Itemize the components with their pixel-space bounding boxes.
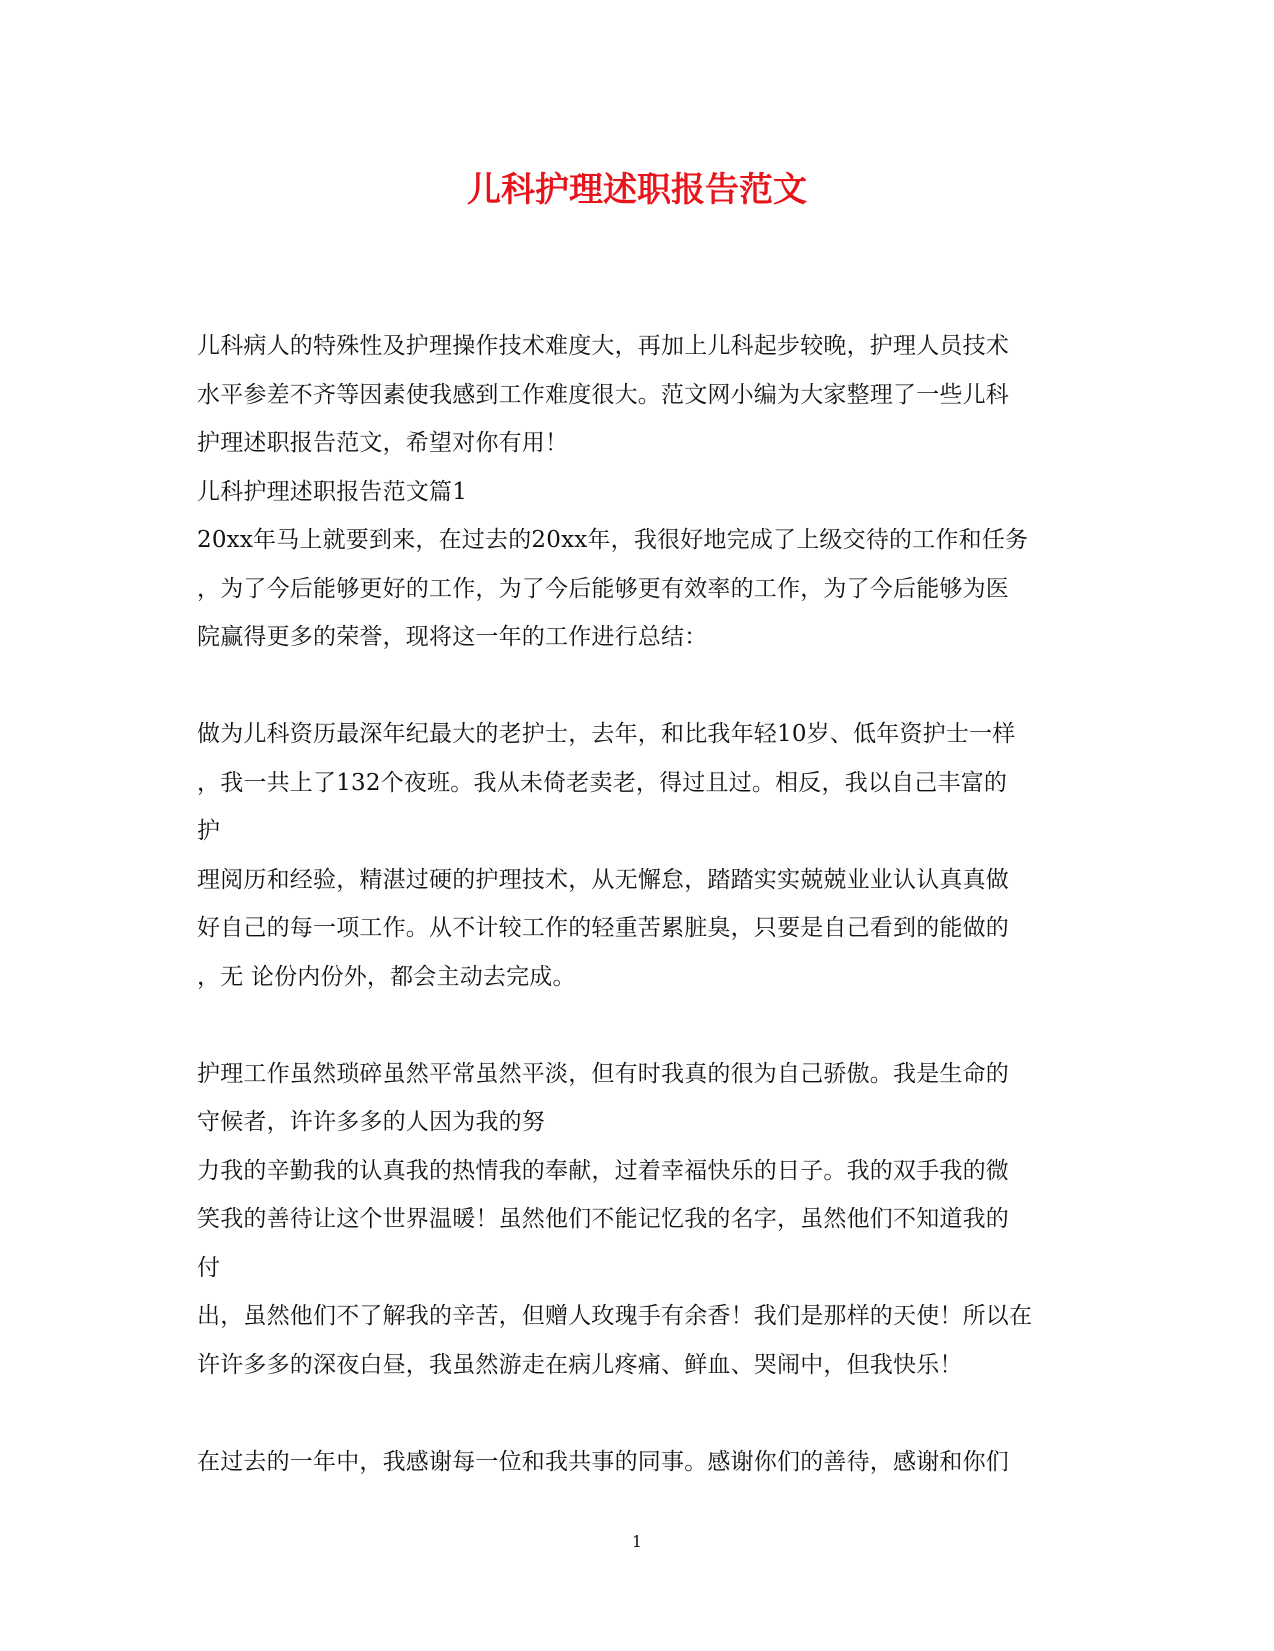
paragraph-gap [197, 1001, 1077, 1050]
body-line: 20xx年马上就要到来，在过去的20xx年，我很好地完成了上级交待的工作和任务 [197, 527, 1029, 553]
body-line: 院赢得更多的荣誉，现将这一年的工作进行总结： [197, 624, 708, 650]
body-line: 护理述职报告范文，希望对你有用！ [197, 430, 569, 456]
body-line: 力我的辛勤我的认真我的热情我的奉献，过着幸福快乐的日子。我的双手我的微 [197, 1157, 1009, 1184]
document-body [197, 322, 1077, 1486]
document-title: 儿科护理述职报告范文 [467, 170, 807, 210]
body-line: 水平参差不齐等因素使我感到工作难度很大。范文网小编为大家整理了一些儿科 [197, 381, 1009, 408]
body-line: 理阅历和经验，精湛过硬的护理技术，从无懈怠，踏踏实实兢兢业业认认真真做 [197, 866, 1009, 893]
page-number: 1 [631, 1532, 643, 1551]
body-line: 付 [197, 1254, 221, 1281]
body-line: 护理工作虽然琐碎虽然平常虽然平淡，但有时我真的很为自己骄傲。我是生命的 [197, 1060, 1009, 1087]
body-line: 好自己的每一项工作。从不计较工作的轻重苦累脏臭，只要是自己看到的能做的 [197, 915, 1009, 941]
body-line: ，为了今后能够更好的工作，为了今后能够更有效率的工作，为了今后能够为医 [197, 575, 1009, 602]
body-line: 许许多多的深夜白昼，我虽然游走在病儿疼痛、鲜血、哭闹中，但我快乐！ [197, 1351, 963, 1378]
body-line: 笑我的善待让这个世界温暖！虽然他们不能记忆我的名字，虽然他们不知道我的 [197, 1206, 1009, 1232]
body-line: 儿科病人的特殊性及护理操作技术难度大，再加上儿科起步较晚，护理人员技术 [197, 333, 1009, 359]
body-line: 护 [197, 818, 221, 844]
paragraph-gap [197, 662, 1077, 711]
body-line: 在过去的一年中，我感谢每一位和我共事的同事。感谢你们的善待，感谢和你们 [197, 1448, 1009, 1475]
section-heading: 儿科护理述职报告范文篇1 [197, 478, 468, 505]
body-line: 守候者，许许多多的人因为我的努 [197, 1109, 545, 1135]
body-line: ，无 论份内份外，都会主动去完成。 [197, 963, 576, 990]
body-line: 出，虽然他们不了解我的辛苦，但赠人玫瑰手有余香！我们是那样的天使！所以在 [197, 1303, 1033, 1329]
body-line: 做为儿科资历最深年纪最大的老护士，去年，和比我年轻10岁、低年资护士一样 [197, 721, 1016, 747]
body-line: ，我一共上了132个夜班。我从未倚老卖老，得过且过。相反，我以自己丰富的 [197, 769, 1008, 796]
paragraph-gap [197, 1389, 1077, 1438]
